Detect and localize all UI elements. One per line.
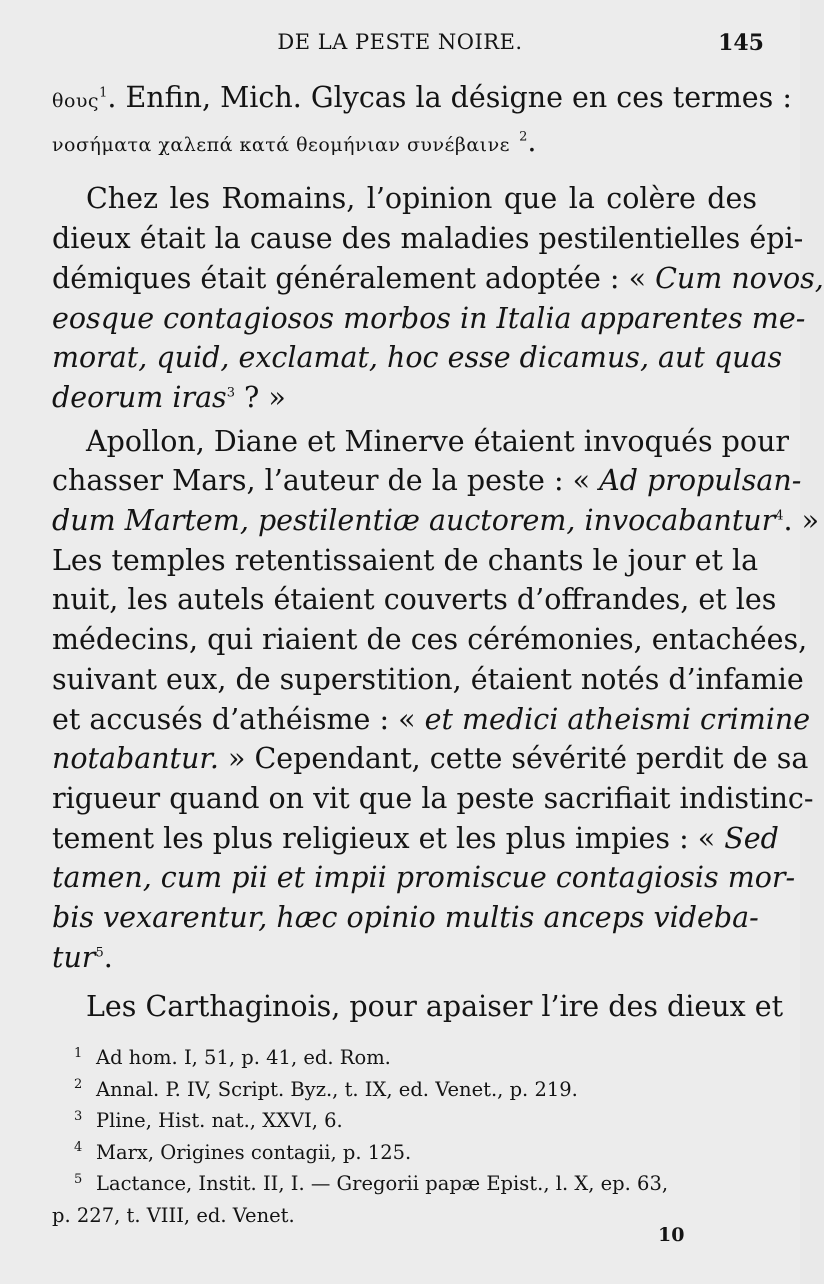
text-line <box>52 338 783 378</box>
text-line <box>52 898 757 938</box>
latin-quote: Ad propulsan- <box>599 464 802 498</box>
text-span: tement les plus religieux et les plus impies : « <box>52 821 725 855</box>
text-span: ? » <box>234 380 286 414</box>
text-line <box>52 179 757 219</box>
footnote-text: Pline, Hist. nat., XXVI, 6. <box>96 1109 343 1132</box>
text-span: nuit, les autels étaient couverts d’offrandes, et les <box>52 583 777 617</box>
footnote-ref: 4 <box>775 508 784 524</box>
text-span: Les Carthaginois, pour apaiser l’ire des dieux et <box>86 990 784 1024</box>
text-line <box>52 219 804 259</box>
latin-quote: Sed <box>724 821 779 855</box>
text-line <box>52 78 792 122</box>
text-span: démiques était généralement adoptée : « <box>52 261 656 295</box>
text-span: . <box>527 124 537 158</box>
latin-quote: bis vexarentur, hæc opinio multis anceps videba- <box>52 901 759 935</box>
text-line <box>52 299 806 339</box>
footnote: 5 Lactance, Instit. II, I. — Gregorii papæ Epist., l. X, ep. 63, <box>74 1171 669 1195</box>
footnote: 1 Ad hom. I, 51, p. 41, ed. Rom. <box>74 1045 391 1069</box>
text-span: médecins, qui riaient de ces cérémonies, entachées, <box>52 623 808 657</box>
text-line <box>52 378 757 418</box>
text-line <box>52 422 790 462</box>
page-header <box>0 30 800 70</box>
text-span: dieux était la cause des maladies pestilentielles épi- <box>52 222 804 256</box>
text-line <box>52 541 757 581</box>
text-span: et accusés d’athéisme : « <box>52 702 425 736</box>
footnote: 4 Marx, Origines contagii, p. 125. <box>74 1140 412 1164</box>
latin-quote: eosque contagiosos morbos in Italia apparentes me- <box>52 301 806 335</box>
footnote-continuation: p. 227, t. VIII, ed. Venet. <box>52 1203 295 1227</box>
greek-word: θους <box>52 90 100 112</box>
footnote-text: Ad hom. I, 51, p. 41, ed. Rom. <box>96 1046 391 1069</box>
text-line <box>52 858 796 898</box>
text-line <box>52 987 784 1027</box>
text-span: . <box>103 940 113 974</box>
footnote-ref: 3 <box>226 385 235 401</box>
greek-quote: νοσήματα χαλεπά κατά θεομήνιαν συνέβαινε <box>52 133 511 156</box>
text-span: . » <box>783 504 820 538</box>
text-line <box>52 620 808 660</box>
page-number: 145 <box>718 30 764 56</box>
text-line <box>52 700 811 740</box>
footnote-text: Marx, Origines contagii, p. 125. <box>96 1140 412 1164</box>
text-line <box>52 660 804 700</box>
text-line <box>52 779 814 819</box>
text-line <box>52 819 779 859</box>
footnote: 3 Pline, Hist. nat., XXVI, 6. <box>74 1108 343 1132</box>
text-span: rigueur quand on vit que la peste sacrifiait indistinc- <box>52 781 814 815</box>
footnote: 2 Annal. P. IV, Script. Byz., t. IX, ed. Venet., p. 219. <box>74 1077 578 1101</box>
text-span: chasser Mars, l’auteur de la peste : « <box>52 464 600 498</box>
footnote-ref: 1 <box>99 85 108 101</box>
latin-quote: morat, quid, exclamat, hoc esse dicamus, aut quas <box>52 341 783 375</box>
signature-mark: 10 <box>658 1224 685 1246</box>
latin-quote: deorum iras <box>52 380 227 414</box>
latin-quote: tamen, cum pii et impii promiscue contagiosis mor- <box>52 861 796 895</box>
text-line <box>52 580 777 620</box>
footnote-ref: 2 <box>519 129 528 145</box>
latin-quote: Cum novos, <box>655 261 824 295</box>
text-span: » Cependant, cette sévérité perdit de sa <box>218 742 809 776</box>
running-title: DE LA PESTE NOIRE. <box>277 30 523 54</box>
text-span: Apollon, Diane et Minerve étaient invoqués pour <box>86 424 790 458</box>
text-line <box>52 938 757 978</box>
latin-quote: notabantur. <box>52 742 219 776</box>
footnote-text: Lactance, Instit. II, I. — Gregorii papæ Epist., l. X, ep. 63, <box>96 1172 669 1195</box>
footnotes <box>52 1042 762 1231</box>
footnote-ref: 5 <box>95 945 104 961</box>
latin-quote: tur <box>52 940 96 974</box>
latin-quote: dum Martem, pestilentiæ auctorem, invocabantur <box>52 504 776 538</box>
text-span: suivant eux, de superstition, étaient notés d’infamie <box>52 662 804 696</box>
text-line <box>52 461 802 501</box>
text-span: . Enfin, Mich. Glycas la désigne en ces termes : <box>107 81 792 114</box>
text-line <box>52 122 757 166</box>
text-line <box>52 739 809 779</box>
text-line <box>52 501 820 541</box>
footnote-text: Annal. P. IV, Script. Byz., t. IX, ed. Venet., p. 219. <box>96 1077 578 1101</box>
text-line <box>52 259 824 299</box>
text-span: Les temples retentissaient de chants le jour et la <box>52 543 759 577</box>
text-span: Chez les Romains, l’opinion que la colère des <box>86 182 757 216</box>
latin-quote: et medici atheismi crimine <box>424 702 811 736</box>
body-text <box>52 78 824 1027</box>
